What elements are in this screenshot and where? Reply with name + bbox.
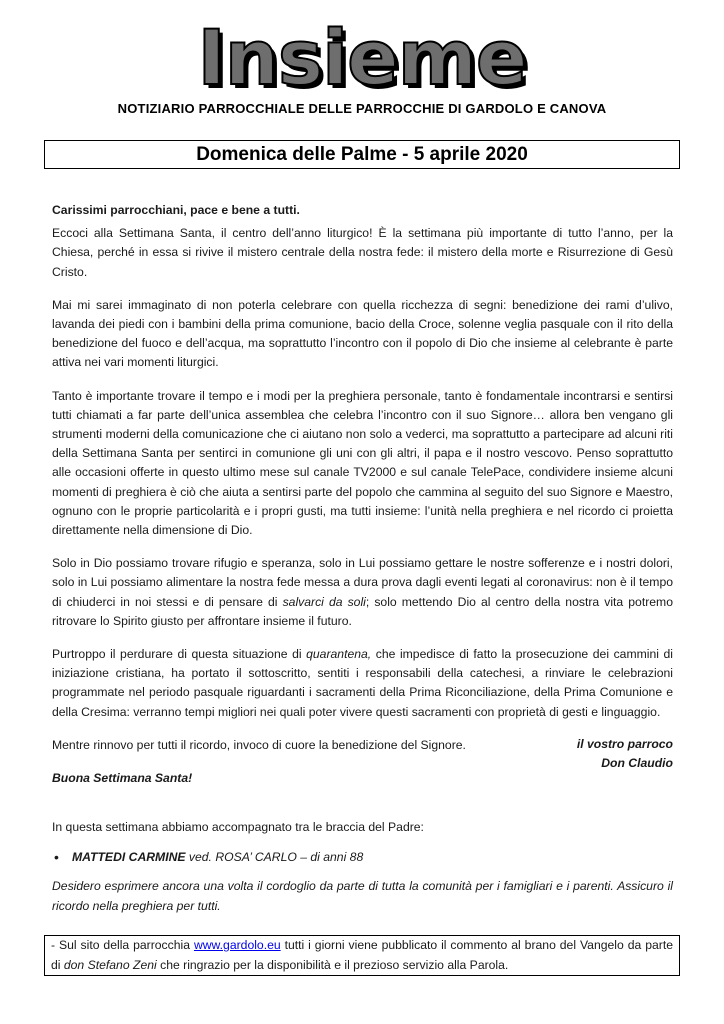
deceased-details: ved. ROSA’ CARLO – di anni 88 <box>185 849 364 864</box>
letter-greeting: Carissimi parrocchiani, pace e bene a tutti. <box>52 203 300 217</box>
newsletter-logo: Insieme <box>197 13 527 102</box>
paragraph-5-start: Purtroppo il perdurare di questa situazione di <box>52 647 307 662</box>
paragraph-4-start: Solo in Dio possiamo trovare rifugio e speranza, solo in Lui possiamo gettare le nostre sofferenze e i nostri dolori, solo in Lui possiamo alimentare la nostra fede messa a dura prova dagli eventi legati al coronavirus: non è il tempo di chiuderci in noi stessi e di pensare di <box>52 556 673 609</box>
paragraph-4-end: ; solo mettendo Dio al centro della nostra vita potremo ritrovare lo Spirito giusto per affrontare insieme il futuro. <box>52 594 673 628</box>
deceased-list-item <box>52 848 673 868</box>
letter-body <box>52 201 673 788</box>
paragraph-5-end: che impedisce di fatto la prosecuzione dei cammini di iniziazione cristiana, ha portato il sottoscritto, sentiti i responsabili della catechesi, a rinviare le celebrazioni programmate nel periodo pasquale riguardanti i sacramenti della Prima Riconciliazione, della Prima Comunione e della Cresima: verranno tempi migliori nei quali poter vivere questi sacramenti con proprietà di gesti e linguaggio. <box>52 647 673 719</box>
footer-middle: tutti i giorni viene pubblicato il commento al brano del Vangelo da parte di <box>51 938 673 972</box>
footer-name: don Stefano Zeni <box>63 957 157 972</box>
condolence-intro: In questa settimana abbiamo accompagnato tra le braccia del Padre: <box>52 820 424 834</box>
letter-paragraph-3: Tanto è importante trovare il tempo e i modi per la preghiera personale, tanto è fondamentale incontrarsi e sentirsi tutti chiamati a far parte dell’unica assemblea che celebra l’incontro con il suo Signore… allora ben vengano gli strumenti moderni della comunicazione che ci aiutano non solo a vederci, ma soprattutto a partecipare ad alcuni riti della Settimana Santa per sentirci in comunione gli uni con gli altri, il papa e il nostro vescovo. Penso soprattutto alle occasioni offerte in questo ultimo mese sul canale TV2000 e sul canale TelePace, condividere insieme alcuni momenti di preghiera è ciò che aiuta a sentirsi parte del popolo che cammina al seguito del suo Signore e Maestro, ognuno con le proprie particolarità e i propri gusti, ma tutti insieme: l’unità nella preghiera e nel ricordo ci proietta direttamente nella dimensione di Dio. <box>52 388 673 538</box>
condolence-message: Desidero esprimere ancora una volta il cordoglio da parte di tutta la comunità per i famigliari e i parenti. Assicuro il ricordo nella preghiera per tutti. <box>52 879 673 913</box>
paragraph-5-emphasis: quarantena, <box>306 647 372 662</box>
footer-suffix: che ringrazio per la disponibilità e il prezioso servizio alla Parola. <box>156 957 509 972</box>
letter-paragraph-4 <box>52 554 673 631</box>
letter-paragraph-1: Eccoci alla Settimana Santa, il centro dell’anno liturgico! È la settimana più importante di tutto l’anno, per la Chiesa, perché in essa si rivive il mistero centrale della nostra fede: il mistero della morte e Risurrezione di Gesù Cristo. <box>52 226 673 279</box>
signature-role: il vostro parroco <box>576 737 673 751</box>
signature-name: Don Claudio <box>601 756 673 770</box>
letter-paragraph-6: Mentre rinnovo per tutti il ricordo, invoco di cuore la benedizione del Signore. <box>52 737 466 752</box>
letter-paragraph-2: Mai mi sarei immaginato di non poterla celebrare con quella ricchezza di segni: benedizione dei rami d’ulivo, lavanda dei piedi con i bambini della prima comunione, bacio della Croce, solenne veglia pasquale con il rito della benedizione del fuoco e dell’acqua, ma soprattutto l’incontro con il popolo di Dio che insieme al celebrante è parte attiva nei vari momenti liturgici. <box>52 297 673 370</box>
parish-website-link[interactable]: www.gardolo.eu <box>193 938 281 952</box>
masthead <box>0 13 724 102</box>
letter-paragraph-5 <box>52 645 673 722</box>
letter-farewell: Buona Settimana Santa! <box>52 771 193 786</box>
deceased-name: MATTEDI CARMINE <box>72 849 186 864</box>
newsletter-subtitle: NOTIZIARIO PARROCCHIALE DELLE PARROCCHIE DI GARDOLO E CANOVA <box>117 101 607 116</box>
footer-notice <box>44 935 680 976</box>
bullet-icon: • <box>54 848 59 865</box>
paragraph-4-emphasis: salvarci da soli <box>282 594 366 609</box>
letter-signature <box>52 735 673 773</box>
page-title: Domenica delle Palme - 5 aprile 2020 <box>44 140 680 169</box>
footer-prefix: - Sul sito della parrocchia <box>51 938 194 952</box>
condolence-section <box>52 818 673 916</box>
